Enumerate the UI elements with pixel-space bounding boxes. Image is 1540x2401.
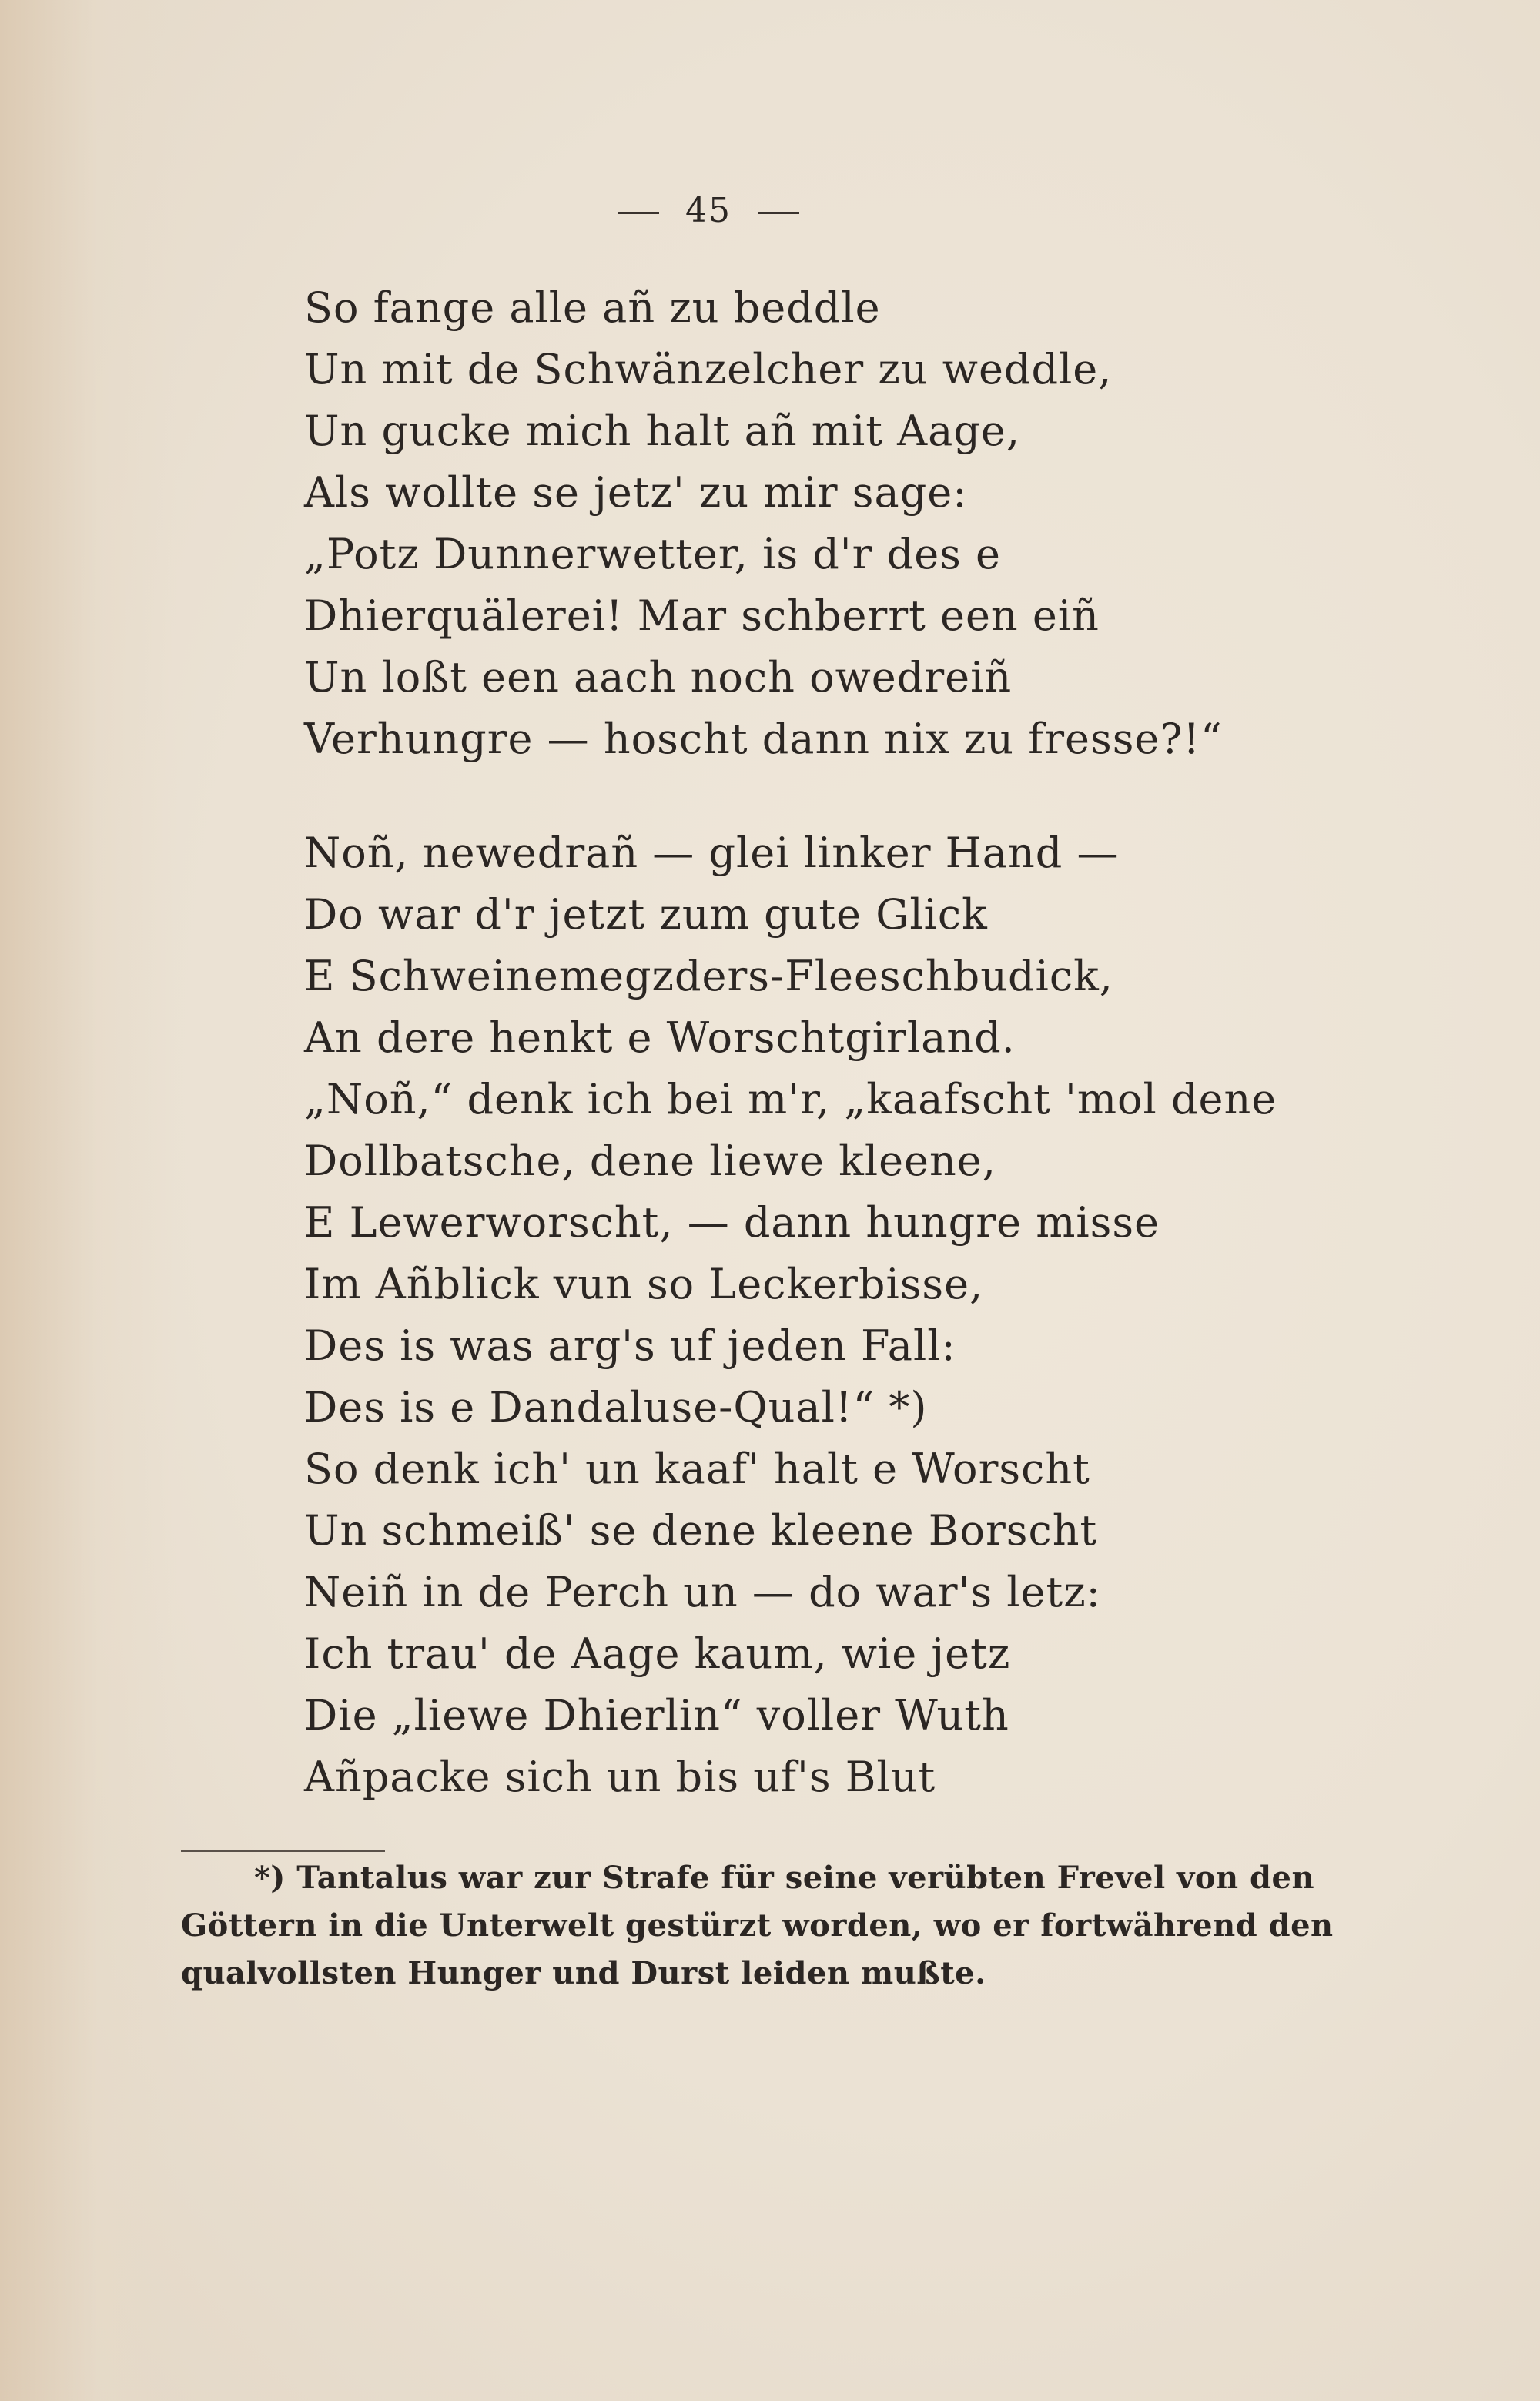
page-number-dash-right (758, 212, 799, 214)
verse-line: An dere henkt e Worschtgirland. (304, 1013, 1016, 1062)
verse-line: Im Añblick vun so Leckerbisse, (304, 1260, 984, 1308)
verse-line: Noñ, newedrañ — glei linker Hand — (304, 829, 1120, 877)
verse-line: „Potz Dunnerwetter, is d'r des e (304, 530, 1001, 578)
verse-line: Des is e Dandaluse-Qual!“ *) (304, 1383, 928, 1432)
page-number-dash-left (618, 212, 659, 214)
verse-line: Neiñ in de Perch un — do war's letz: (304, 1568, 1101, 1616)
footnote-line: Göttern in die Unterwelt gestürzt worden, wo er fortwährend den (181, 1907, 1334, 1944)
verse-line: Ich trau' de Aage kaum, wie jetz (304, 1629, 1011, 1678)
verse-line: Dhierquälerei! Mar schberrt een eiñ (304, 591, 1100, 640)
verse-line: Als wollte se jetz' zu mir sage: (304, 468, 968, 517)
verse-line: So denk ich' un kaaf' halt e Worscht (304, 1445, 1090, 1493)
footnote-line: qualvollsten Hunger und Durst leiden mußte. (181, 1955, 986, 1991)
verse-line: Dollbatsche, dene liewe kleene, (304, 1137, 996, 1185)
verse-line: Un schmeiß' se dene kleene Borscht (304, 1506, 1098, 1555)
verse-line: Añpacke sich un bis uf's Blut (304, 1753, 936, 1801)
verse-line: E Lewerworscht, — dann hungre misse (304, 1198, 1160, 1247)
verse-line: Die „liewe Dhierlin“ voller Wuth (304, 1691, 1009, 1740)
verse-line: Un gucke mich halt añ mit Aage, (304, 407, 1021, 455)
poem-stanza-2 (304, 822, 1277, 1808)
verse-line: So fange alle añ zu beddle (304, 283, 881, 332)
footnote (181, 1854, 1334, 1997)
verse-line: E Schweinemegzders-Fleeschbudick, (304, 952, 1113, 1000)
verse-line: Do war d'r jetzt zum gute Glick (304, 890, 988, 939)
footnote-rule (181, 1850, 385, 1852)
verse-line: Verhungre — hoscht dann nix zu fresse?!“ (304, 715, 1223, 763)
verse-line: Un loßt een aach noch owedreiñ (304, 653, 1013, 702)
page-number-header (0, 191, 1417, 230)
verse-line: Des is was arg's uf jeden Fall: (304, 1321, 956, 1370)
poem-stanza-1 (304, 277, 1223, 770)
verse-line: Un mit de Schwänzelcher zu weddle, (304, 345, 1113, 393)
page-edge-shadow (0, 0, 177, 2401)
page-number: 45 (685, 191, 732, 230)
footnote-line: *) Tantalus war zur Strafe für seine verübten Frevel von den (254, 1860, 1315, 1896)
verse-line: „Noñ,“ denk ich bei m'r, „kaafscht 'mol dene (304, 1075, 1277, 1123)
